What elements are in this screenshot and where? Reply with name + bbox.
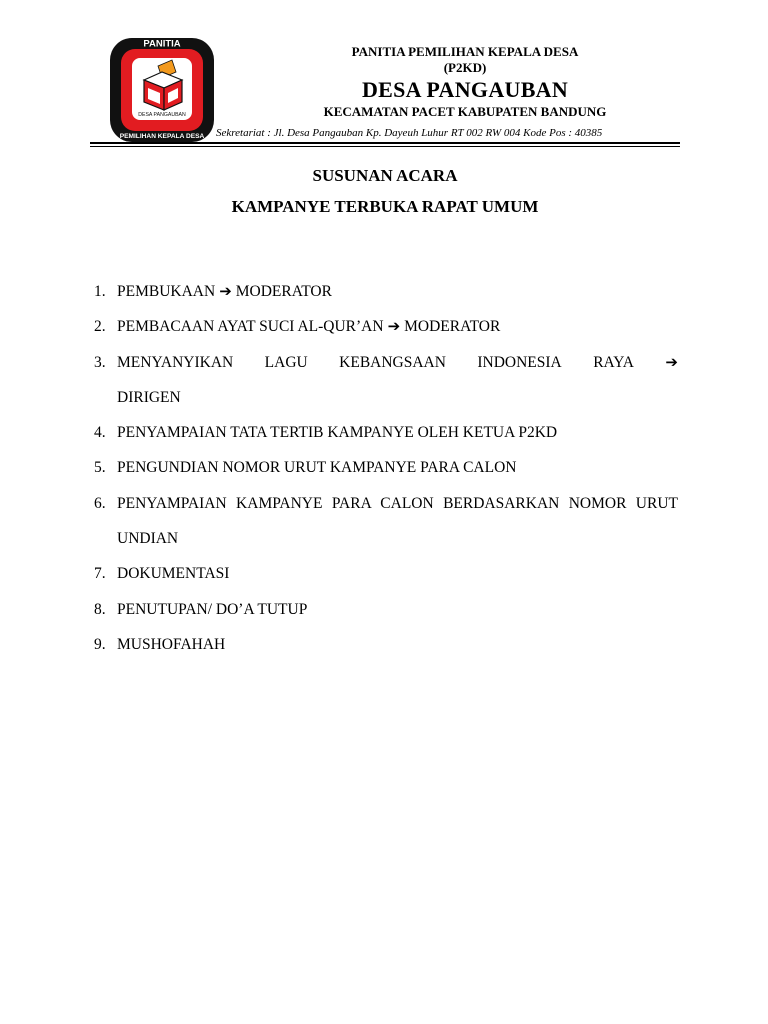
agenda-number: 5. xyxy=(94,459,106,477)
agenda-word: INDONESIA xyxy=(477,353,562,371)
agenda-number: 1. xyxy=(94,283,106,300)
arrow-right-icon: ➔ xyxy=(387,317,401,336)
agenda-word: RAYA xyxy=(593,353,634,371)
agenda-item-9 xyxy=(94,627,678,662)
village-name: DESA PANGAUBAN xyxy=(361,77,569,102)
agenda-text: PEMBACAAN AYAT SUCI AL-QUR’AN xyxy=(117,318,384,336)
agenda-word: MENYANYIKAN xyxy=(117,353,234,371)
agenda-justified-line xyxy=(117,345,678,380)
agenda-word: KEBANGSAAN xyxy=(339,353,446,371)
agenda-word: LAGU xyxy=(264,353,308,371)
agenda-number: 8. xyxy=(94,600,106,618)
agenda-text: PEMBUKAAN xyxy=(117,283,216,300)
arrow-right-icon: ➔ xyxy=(665,352,678,371)
agenda-number: 2. xyxy=(94,318,106,336)
district-name: KECAMATAN PACET KABUPATEN BANDUNG xyxy=(323,104,607,119)
agenda-item-3 xyxy=(94,345,678,380)
agenda-text: DOKUMENTASI xyxy=(117,565,230,583)
secretariat-address: Sekretariat : Jl. Desa Pangauban Kp. Dayeuh Luhur RT 002 RW 004 Kode Pos : 40385 xyxy=(216,127,603,139)
logo-text-top: PANITIA xyxy=(143,38,181,50)
agenda-item-1 xyxy=(94,274,678,309)
agenda-list xyxy=(94,274,678,662)
agenda-item-8 xyxy=(94,592,678,627)
header-divider-thick xyxy=(90,142,680,144)
header-divider-thin xyxy=(90,146,680,147)
ballot-box-logo-icon xyxy=(108,36,216,144)
agenda-item-3-continued xyxy=(94,380,678,415)
agenda-text: MUSHOFAHAH xyxy=(117,635,226,653)
agenda-text: PENGUNDIAN NOMOR URUT KAMPANYE PARA CALON xyxy=(117,459,517,477)
agenda-item-6 xyxy=(94,486,678,557)
agenda-responsible: DIRIGEN xyxy=(117,388,181,406)
agenda-number: 4. xyxy=(94,424,106,442)
agenda-number: 3. xyxy=(94,353,106,371)
agenda-item-2 xyxy=(94,309,678,344)
committee-name: PANITIA PEMILIHAN KEPALA DESA xyxy=(351,44,579,59)
logo-text-bottom: PEMILIHAN KEPALA DESA xyxy=(119,133,205,140)
agenda-text: PENUTUPAN/ DO’A TUTUP xyxy=(117,600,308,618)
agenda-text: PENYAMPAIAN KAMPANYE PARA CALON BERDASARKAN NOMOR URUT UNDIAN xyxy=(117,494,678,548)
committee-abbreviation: (P2KD) xyxy=(443,60,487,75)
agenda-number: 7. xyxy=(94,565,106,583)
document-subtitle: KAMPANYE TERBUKA RAPAT UMUM xyxy=(231,197,539,216)
agenda-text: PENYAMPAIAN TATA TERTIB KAMPANYE OLEH KETUA P2KD xyxy=(117,424,558,442)
logo-text-center: DESA PANGAUBAN xyxy=(138,112,186,118)
agenda-item-7 xyxy=(94,556,678,591)
agenda-item-4 xyxy=(94,415,678,450)
agenda-number: 6. xyxy=(94,494,106,512)
agenda-responsible: MODERATOR xyxy=(404,318,501,336)
agenda-item-5 xyxy=(94,450,678,485)
document-title: SUSUNAN ACARA xyxy=(312,166,458,185)
arrow-right-icon: ➔ xyxy=(219,282,232,300)
agenda-number: 9. xyxy=(94,635,106,653)
agenda-responsible: MODERATOR xyxy=(235,283,332,300)
